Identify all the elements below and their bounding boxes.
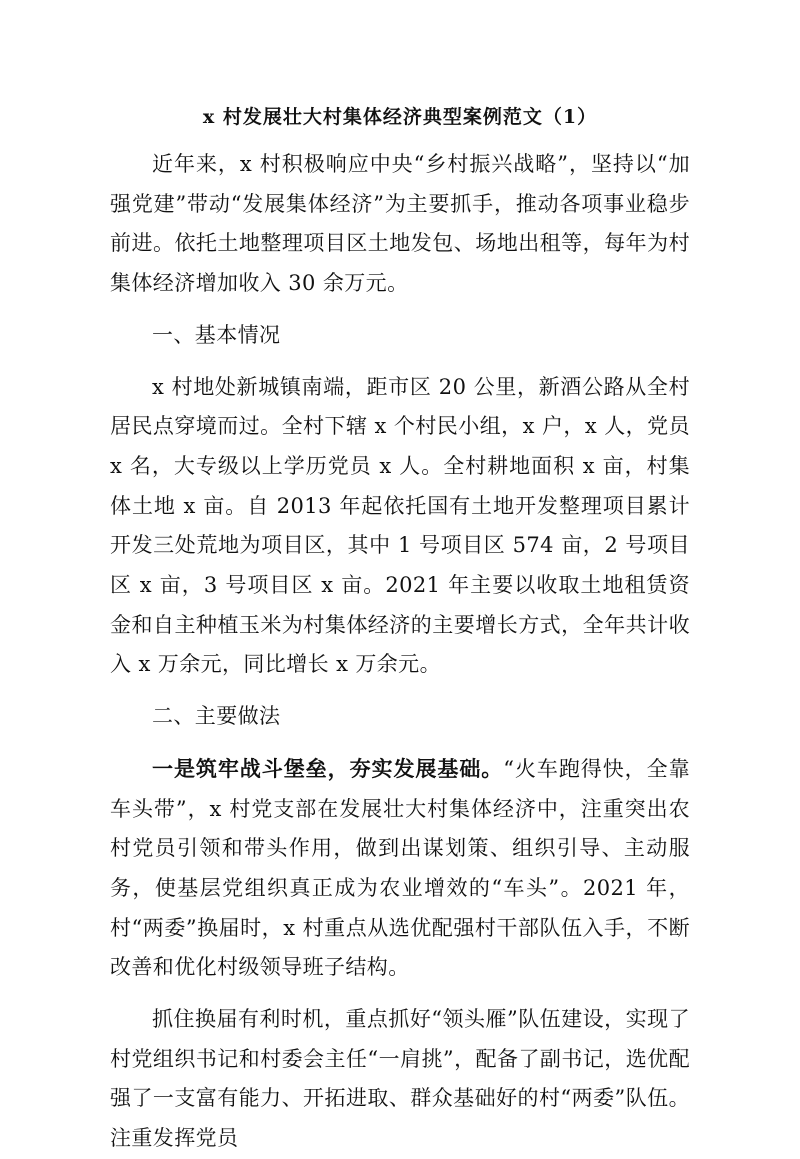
section-heading-basic: 一、基本情况 [152, 322, 281, 347]
paragraph-practice-1-continued: 抓住换届有利时机，重点抓好“领头雁”队伍建设，实现了村党组织书记和村委会主任“一肩挑”，配备了副书记，选优配强了一支富有能力、开拓进取、群众基础好的村“两委”队伍。注重发挥党员 [110, 1007, 690, 1151]
document-title: x 村发展壮大村集体经济典型案例范文（1） [202, 106, 598, 128]
section-heading-practices: 二、主要做法 [152, 704, 281, 729]
practice-1-body: “火车跑得快，全靠车头带”，x 村党支部在发展壮大村集体经济中，注重突出农村党员引领和带头作用，做到出谋划策、组织引导、主动服务，使基层党组织真正成为农业增效的“车头”。2021 年，村“两委”换届时，x 村重点从选优配强村干部队伍入手，不断改善和优化村级领导班子结构。 [110, 756, 690, 980]
paragraph-intro: 近年来，x 村积极响应中央“乡村振兴战略”，坚持以“加强党建”带动“发展集体经济”为主要抓手，推动各项事业稳步前进。依托土地整理项目区土地发包、场地出租等，每年为村集体经济增加收入 30 余万元。 [110, 152, 690, 296]
practice-1-lead: 一是筑牢战斗堡垒，夯实发展基础。 [152, 755, 504, 781]
paragraph-practice-1 [110, 749, 690, 988]
paragraph-basic-situation: x 村地处新城镇南端，距市区 20 公里，新酒公路从全村居民点穿境而过。全村下辖 x 个村民小组，x 户，x 人，党员 x 名，大专级以上学历党员 x 人。全村耕地面积 x 亩，村集体土地 x 亩。自 2013 年起依托国有土地开发整理项目累计开发三处荒地为项目区，其中 1 号项目区 574 亩，2 号项目区 x 亩，3 号项目区 x 亩。2021 年主要以收取土地租赁资金和自主种植玉米为村集体经济的主要增长方式，全年共计收入 x 万余元，同比增长 x 万余元。 [110, 374, 690, 677]
